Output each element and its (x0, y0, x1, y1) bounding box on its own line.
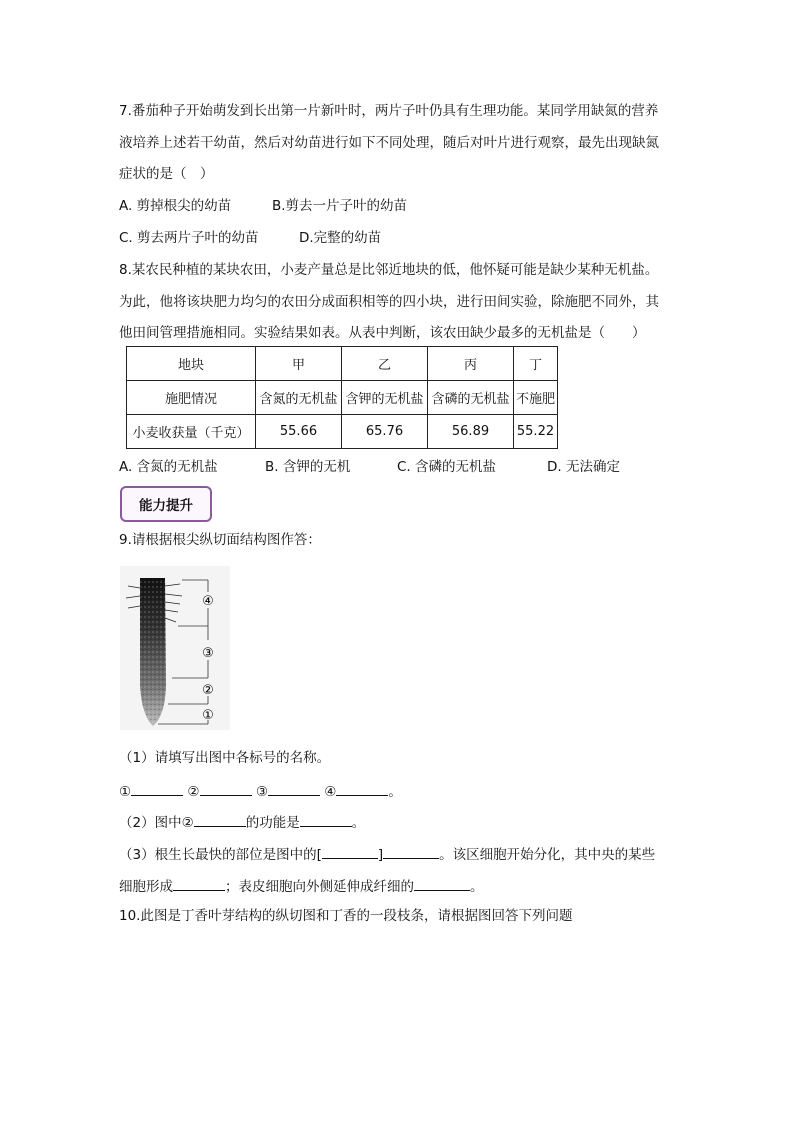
sub3-text-f: 。 (470, 879, 484, 895)
sub2-text-b: 的功能是 (245, 815, 300, 831)
q7-option-c: C. 剪去两片子叶的幼苗 (119, 230, 259, 246)
sub3-text-c: 。该区细胞开始分化，其中央的某些 (439, 847, 656, 863)
sub3-text-a: （3）根生长最快的部位是图中的[ (119, 847, 322, 863)
mark-2: ② (187, 784, 200, 800)
table-row (127, 381, 558, 415)
sub3-text-d: 细胞形成 (119, 879, 173, 895)
answer-blank[interactable] (200, 781, 252, 796)
answer-blank[interactable] (194, 812, 246, 827)
q9-sub2 (119, 812, 365, 832)
table-cell: 55.22 (514, 415, 558, 449)
figure-label-2: ② (202, 683, 214, 698)
table-cell: 含磷的无机盐 (428, 381, 514, 415)
q8-results-table (126, 346, 558, 449)
answer-blank[interactable] (268, 781, 320, 796)
figure-label-4: ④ (202, 594, 214, 609)
answer-blank[interactable] (322, 844, 378, 859)
q8-stem-line3: 他田间管理措施相同。实验结果如表。从表中判断，该农田缺少最多的无机盐是（ ） (119, 325, 646, 341)
answer-blank[interactable] (300, 812, 352, 827)
q8-stem-line2: 为此，他将该块肥力均匀的农田分成面积相等的四小块，进行田间实验，除施肥不同外，其 (119, 294, 659, 310)
answer-blank[interactable] (383, 844, 439, 859)
sub3-text-e: ；表皮细胞向外侧延伸成纤细的 (225, 879, 414, 895)
table-header-row (127, 347, 558, 381)
root-tip-figure (120, 566, 230, 730)
figure-label-3: ③ (202, 646, 214, 661)
q7-option-d: D.完整的幼苗 (299, 230, 382, 246)
q7-stem-line1: 7.番茄种子开始萌发到长出第一片新叶时，两片子叶仍具有生理功能。某同学用缺氮的营养 (119, 103, 659, 119)
answer-blank[interactable] (414, 876, 470, 891)
table-cell: 小麦收获量（千克） (127, 415, 256, 449)
table-cell: 不施肥 (514, 381, 558, 415)
answer-blank[interactable] (131, 781, 183, 796)
q9-sub3-line1 (119, 844, 655, 864)
table-row (127, 415, 558, 449)
table-cell: 施肥情况 (127, 381, 256, 415)
sub2-text-a: （2）图中② (119, 815, 194, 831)
answer-blank[interactable] (173, 876, 225, 891)
mark-1: ① (119, 784, 132, 800)
q7-stem-line3: 症状的是（ ） (119, 166, 214, 182)
q9-sub3-line2 (119, 876, 484, 896)
q9-stem: 9.请根据根尖纵切面结构图作答： (119, 532, 321, 548)
table-cell: 含钾的无机盐 (342, 381, 428, 415)
section-badge: 能力提升 (120, 486, 212, 522)
sub2-text-c: 。 (351, 815, 366, 831)
q9-sub1-blanks (119, 781, 402, 801)
table-cell: 56.89 (428, 415, 514, 449)
answer-blank[interactable] (336, 781, 388, 796)
table-cell: 丁 (514, 347, 558, 381)
figure-label-1: ① (202, 708, 214, 723)
table-cell: 甲 (256, 347, 342, 381)
table-cell: 地块 (127, 347, 256, 381)
table-cell: 55.66 (256, 415, 342, 449)
q7-option-a: A. 剪掉根尖的幼苗 (119, 198, 232, 214)
table-cell: 65.76 (342, 415, 428, 449)
q8-option-a: A. 含氮的无机盐 (119, 459, 218, 475)
mark-3: ③ (255, 784, 268, 800)
table-cell: 丙 (428, 347, 514, 381)
q8-option-d: D. 无法确定 (547, 459, 620, 475)
sub3-text-b: ] (377, 847, 384, 863)
q7-stem-line2: 液培养上述若干幼苗，然后对幼苗进行如下不同处理，随后对叶片进行观察，最先出现缺氮 (119, 135, 659, 151)
q9-sub1: （1）请填写出图中各标号的名称。 (119, 750, 331, 766)
q7-option-b: B.剪去一片子叶的幼苗 (272, 198, 408, 214)
mark-4: ④ (324, 784, 337, 800)
q8-option-c: C. 含磷的无机盐 (397, 459, 497, 475)
q8-option-b: B. 含钾的无机 (265, 459, 351, 475)
q10-stem: 10.此图是丁香叶芽结构的纵切图和丁香的一段枝条，请根据图回答下列问题 (119, 908, 573, 924)
table-cell: 含氮的无机盐 (256, 381, 342, 415)
q8-stem-line1: 8.某农民种植的某块农田，小麦产量总是比邻近地块的低，他怀疑可能是缺少某种无机盐。 (119, 262, 659, 278)
period: 。 (388, 784, 402, 800)
table-cell: 乙 (342, 347, 428, 381)
